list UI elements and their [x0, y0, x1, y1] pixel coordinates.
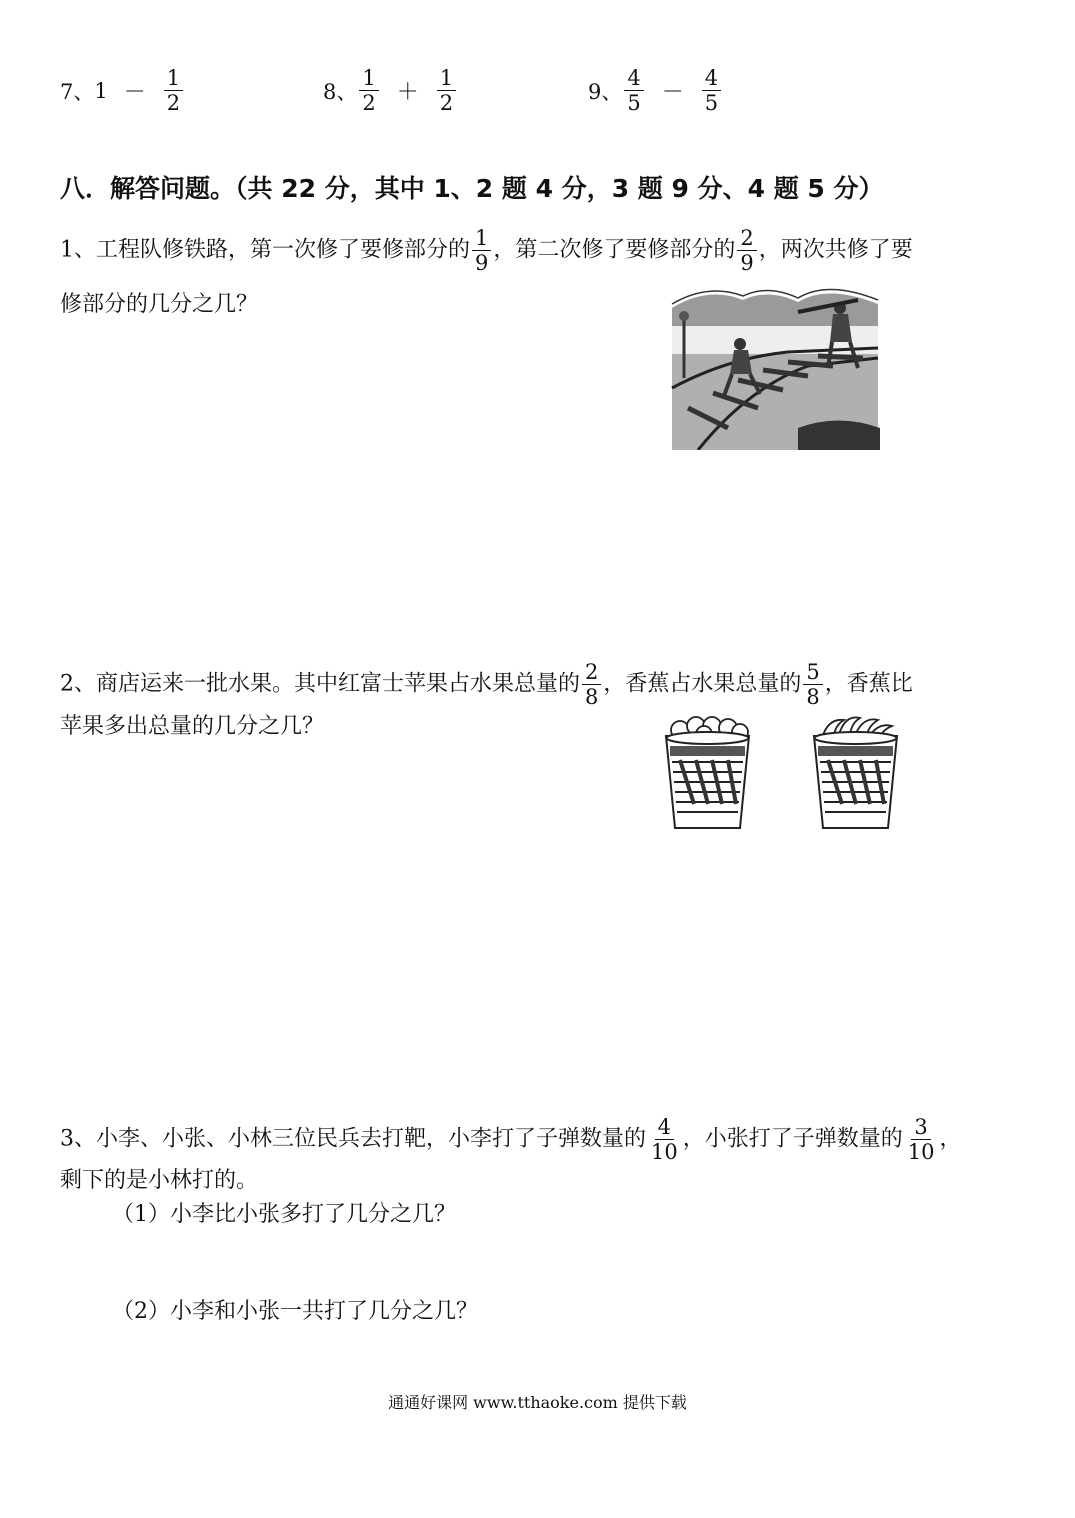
question-text: ，小张打了子弹数量的: [682, 1126, 903, 1152]
numerator: 3: [911, 1115, 930, 1140]
page-footer: 通通好课网 www.tthaoke.com 提供下载: [388, 1393, 687, 1412]
denominator: 10: [907, 1140, 935, 1164]
denominator: 9: [475, 251, 489, 275]
numerator: 1: [359, 66, 378, 91]
fraction: [905, 1115, 938, 1164]
question-3-line-2: 剩下的是小林打的。: [60, 1168, 259, 1193]
question-text: ，两次共修了要: [758, 237, 913, 263]
denominator: 8: [585, 685, 599, 709]
question-text: ，: [939, 1126, 962, 1152]
denominator: 5: [704, 91, 719, 115]
question-3-sub-1: （1）小李比小张多打了几分之几？: [112, 1202, 456, 1227]
denominator: 2: [439, 91, 454, 115]
whole-number: 1: [94, 78, 108, 103]
question-text: 1、工程队修铁路，第一次修了要修部分的: [60, 237, 470, 263]
exercise-9: [588, 66, 723, 115]
denominator: 2: [362, 91, 376, 115]
operator: －: [123, 80, 146, 105]
numerator: 2: [582, 660, 601, 685]
exercise-8: [323, 66, 458, 115]
question-3-sub-2: （2）小李和小张一共打了几分之几？: [112, 1299, 478, 1324]
operator: －: [661, 80, 684, 105]
question-2-line-1: [60, 660, 913, 709]
denominator: 10: [651, 1140, 678, 1164]
numerator: 2: [737, 226, 756, 251]
question-2-line-2: 苹果多出总量的几分之几？: [60, 714, 325, 739]
numerator: 4: [702, 66, 721, 91]
question-text: ，香蕉占水果总量的: [603, 671, 802, 697]
denominator: 8: [806, 685, 820, 709]
railway-workers-illustration: [668, 278, 883, 450]
exercise-label: 8、: [323, 79, 358, 104]
banana-basket-illustration: [808, 712, 903, 834]
operator: ＋: [396, 80, 419, 105]
fraction: [437, 66, 456, 115]
exercise-7: [60, 66, 185, 115]
question-text: 2、商店运来一批水果。其中红富士苹果占水果总量的: [60, 671, 580, 697]
apple-basket-illustration: [660, 712, 755, 834]
numerator: 1: [472, 226, 491, 251]
question-1-line-1: [60, 226, 913, 275]
question-1-line-2: 修部分的几分之几？: [60, 292, 259, 317]
numerator: 5: [803, 660, 822, 685]
question-text: ，香蕉比: [824, 671, 913, 697]
denominator: 2: [166, 91, 181, 115]
question-3-line-1: [60, 1115, 962, 1164]
fraction: [737, 226, 756, 275]
question-text: ，第二次修了要修部分的: [493, 237, 736, 263]
fraction: [582, 660, 601, 709]
fraction: [164, 66, 183, 115]
fraction: [648, 1115, 681, 1164]
question-text: 3、小李、小张、小林三位民兵去打靶，小李打了子弹数量的: [60, 1126, 646, 1152]
section-heading: 八．解答问题。（共 22 分，其中 1、2 题 4 分，3 题 9 分、4 题 5 分）: [60, 174, 884, 203]
numerator: 4: [624, 66, 643, 91]
denominator: 9: [740, 251, 754, 275]
fraction: [359, 66, 378, 115]
denominator: 5: [627, 91, 641, 115]
fraction: [803, 660, 822, 709]
numerator: 1: [437, 66, 456, 91]
fraction: [472, 226, 491, 275]
numerator: 1: [164, 66, 183, 91]
exercise-label: 9、: [588, 79, 623, 104]
fraction: [702, 66, 721, 115]
numerator: 4: [655, 1115, 674, 1140]
exercise-label: 7、: [60, 79, 95, 104]
fraction: [624, 66, 643, 115]
